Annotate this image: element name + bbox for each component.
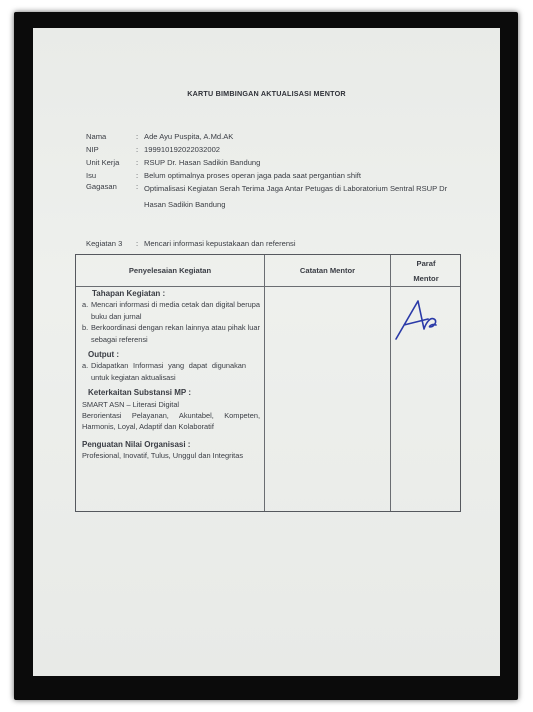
info-value: RSUP Dr. Hasan Sadikin Bandung <box>144 158 261 167</box>
list-text: Didapatkan Informasi yang dapat digunakan untuk kegiatan aktualisasi <box>91 361 246 382</box>
output-heading: Output : <box>88 350 120 360</box>
kegiatan-label: Kegiatan 3 <box>86 239 123 248</box>
info-value: 199910192022032002 <box>144 145 221 154</box>
info-label: Unit Kerja <box>86 158 120 167</box>
document-title: KARTU BIMBINGAN AKTUALISASI MENTOR <box>187 89 346 98</box>
info-value: Belum optimalnya proses operan jaga pada saat pergantian shift <box>144 171 361 180</box>
info-row-gagasan <box>86 182 464 213</box>
header-catatan-mentor: Catatan Mentor <box>299 266 356 275</box>
header-divider <box>76 286 460 287</box>
info-label: NIP <box>86 145 99 154</box>
kegiatan-separator: : <box>136 239 139 248</box>
info-label: Nama <box>86 132 107 141</box>
mentor-signature <box>394 295 450 347</box>
penyelesaian-cell <box>82 288 260 462</box>
kegiatan-value: Mencari informasi kepustakaan dan referensi <box>144 239 296 248</box>
list-text: Berkoordinasi dengan rekan lainnya atau pihak luar sebagai referensi <box>91 323 260 344</box>
header-paraf-line2: Mentor <box>413 273 439 283</box>
document-page <box>33 28 500 676</box>
info-label: Isu <box>86 171 97 180</box>
list-marker: b. <box>82 323 89 333</box>
column-divider <box>264 255 265 511</box>
info-separator: : <box>136 171 139 180</box>
list-item <box>82 322 260 345</box>
info-separator: : <box>136 158 139 167</box>
info-row-unit-kerja <box>86 156 464 169</box>
mentoring-table <box>75 254 461 512</box>
info-block <box>86 130 464 213</box>
list-item <box>82 360 260 383</box>
header-paraf-line1: Paraf <box>416 258 436 268</box>
keterkaitan-heading: Keterkaitan Substansi MP : <box>88 388 191 398</box>
info-label: Gagasan <box>86 182 117 191</box>
list-marker: a. <box>82 300 89 310</box>
info-separator: : <box>136 145 139 154</box>
keterkaitan-line2: Berorientasi Pelayanan, Akuntabel, Kompeten, Harmonis, Loyal, Adaptif dan Kolaboratif <box>82 411 260 432</box>
tahapan-heading: Tahapan Kegiatan : <box>92 289 166 298</box>
info-separator: : <box>136 132 139 141</box>
header-penyelesaian: Penyelesaian Kegiatan <box>128 266 212 275</box>
keterkaitan-line1: SMART ASN – Literasi Digital <box>82 399 180 409</box>
penguatan-heading: Penguatan Nilai Organisasi : <box>82 439 191 449</box>
info-separator: : <box>136 182 139 191</box>
list-marker: a. <box>82 361 89 371</box>
info-row-nama <box>86 130 464 143</box>
info-value: Ade Ayu Puspita, A.Md.AK <box>144 132 234 141</box>
column-divider <box>390 255 391 511</box>
penguatan-text: Profesional, Inovatif, Tulus, Unggul dan Integritas <box>82 451 244 461</box>
kegiatan-line <box>86 239 296 248</box>
list-text: Mencari informasi di media cetak dan digital berupa buku dan jurnal <box>91 300 260 321</box>
info-row-nip <box>86 143 464 156</box>
info-value: Optimalisasi Kegiatan Serah Terima Jaga Antar Petugas di Laboratorium Sentral RSUP Dr Hasan Sadikin Bandung <box>144 184 448 209</box>
list-item <box>82 299 260 322</box>
header-paraf-mentor <box>391 255 461 286</box>
